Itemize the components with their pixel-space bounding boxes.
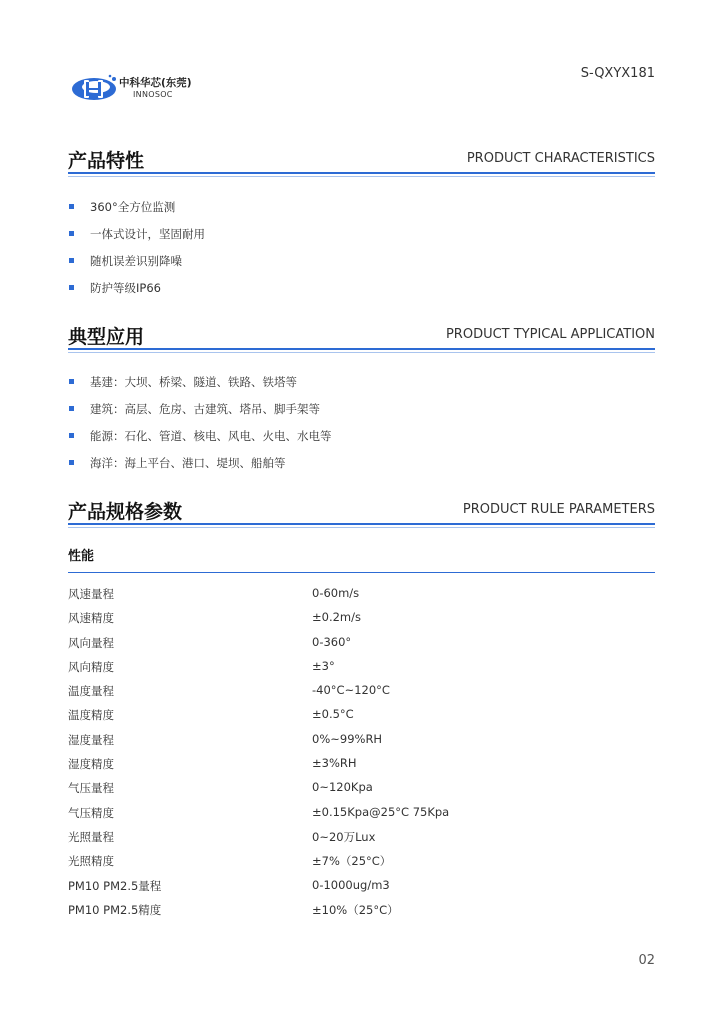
performance-subtitle: 性能 [68, 549, 95, 564]
spec-value: 0-360° [312, 634, 352, 649]
bullet-square-icon [69, 258, 74, 263]
section-title-en: PRODUCT RULE PARAMETERS [462, 502, 655, 517]
section-divider-thin [68, 527, 655, 528]
spec-value: 0-1000ug/m3 [312, 877, 390, 892]
table-row [68, 730, 655, 754]
section-title-en: PRODUCT CHARACTERISTICS [466, 151, 655, 166]
list-item [68, 374, 655, 401]
bullet-square-icon [69, 460, 74, 465]
section-divider [68, 523, 655, 525]
logo-en-text: INNOSOC [133, 90, 173, 99]
table-row [68, 827, 655, 851]
spec-value: ±10%（25°C） [312, 902, 399, 917]
spec-value: ±3° [312, 658, 335, 673]
table-row [68, 681, 655, 705]
applications-list [68, 374, 655, 482]
list-item-text: 防护等级IP66 [90, 281, 161, 295]
list-item-text: 建筑：高层、危房、古建筑、塔吊、脚手架等 [90, 402, 320, 416]
list-item [68, 280, 655, 307]
spec-label: 光照精度 [68, 854, 114, 869]
list-item-text: 360°全方位监测 [90, 200, 176, 214]
spec-label: PM10 PM2.5精度 [68, 902, 162, 917]
spec-value: ±7%（25°C） [312, 854, 392, 869]
table-row [68, 705, 655, 729]
section-divider [68, 172, 655, 174]
section-title-en: PRODUCT TYPICAL APPLICATION [445, 327, 655, 342]
spec-value: 0%~99%RH [312, 731, 383, 746]
section-title-cn: 产品规格参数 [68, 501, 183, 523]
spec-label: 温度精度 [68, 708, 114, 723]
bullet-square-icon [69, 379, 74, 384]
spec-value: ±0.5°C [312, 707, 354, 722]
bullet-square-icon [69, 285, 74, 290]
table-row [68, 633, 655, 657]
table-row [68, 900, 655, 924]
table-row [68, 584, 655, 608]
section-heading-characteristics [68, 146, 655, 176]
bullet-square-icon [69, 406, 74, 411]
list-item [68, 253, 655, 280]
table-row [68, 851, 655, 875]
spec-label: 光照量程 [68, 829, 114, 844]
section-heading-applications [68, 322, 655, 352]
spec-label: 风向量程 [68, 635, 114, 650]
logo-cn-text: 中科华芯(东莞) [119, 77, 192, 89]
logo-mark-icon [70, 72, 120, 104]
table-row [68, 657, 655, 681]
spec-value: 0~120Kpa [312, 780, 373, 795]
bullet-square-icon [69, 433, 74, 438]
list-item [68, 199, 655, 226]
spec-label: 气压量程 [68, 781, 114, 796]
model-number: S-QXYX181 [580, 66, 655, 81]
spec-value: ±0.2m/s [312, 610, 361, 625]
spec-label: PM10 PM2.5量程 [68, 878, 162, 893]
table-row [68, 608, 655, 632]
spec-label: 风速量程 [68, 587, 114, 601]
bullet-square-icon [69, 231, 74, 236]
page-number: 02 [638, 953, 655, 968]
characteristics-list [68, 199, 655, 307]
list-item-text: 能源：石化、管道、核电、风电、火电、水电等 [90, 429, 332, 443]
list-item [68, 455, 655, 482]
bullet-square-icon [69, 204, 74, 209]
table-row [68, 803, 655, 827]
spec-label: 湿度精度 [68, 757, 114, 772]
section-divider [68, 348, 655, 350]
section-heading-parameters [68, 497, 655, 527]
section-divider-thin [68, 176, 655, 177]
spec-value: -40°C~120°C [312, 683, 390, 698]
spec-value: 0~20万Lux [312, 829, 376, 844]
list-item [68, 226, 655, 253]
list-item-text: 随机误差识别降噪 [90, 254, 182, 268]
list-item-text: 一体式设计，坚固耐用 [90, 227, 205, 241]
spec-label: 温度量程 [68, 684, 114, 699]
table-row [68, 754, 655, 778]
section-divider-thin [68, 352, 655, 353]
page-header [0, 0, 724, 110]
spec-label: 风向精度 [68, 659, 114, 674]
list-item [68, 401, 655, 428]
section-title-cn: 产品特性 [68, 150, 145, 172]
section-title-cn: 典型应用 [68, 326, 145, 348]
company-logo [70, 72, 200, 106]
spec-label: 风速精度 [68, 611, 114, 626]
spec-label: 湿度量程 [68, 732, 114, 747]
spec-value: ±0.15Kpa@25°C 75Kpa [312, 804, 450, 819]
list-item-text: 基建：大坝、桥梁、隧道、铁路、铁塔等 [90, 375, 297, 389]
spec-table [68, 584, 655, 924]
spec-label: 气压精度 [68, 805, 114, 820]
spec-value: 0-60m/s [312, 586, 360, 600]
table-row [68, 778, 655, 802]
spec-value: ±3%RH [312, 756, 357, 771]
list-item [68, 428, 655, 455]
list-item-text: 海洋：海上平台、港口、堤坝、船舶等 [90, 456, 286, 470]
table-row [68, 876, 655, 900]
subtitle-divider [68, 572, 655, 573]
